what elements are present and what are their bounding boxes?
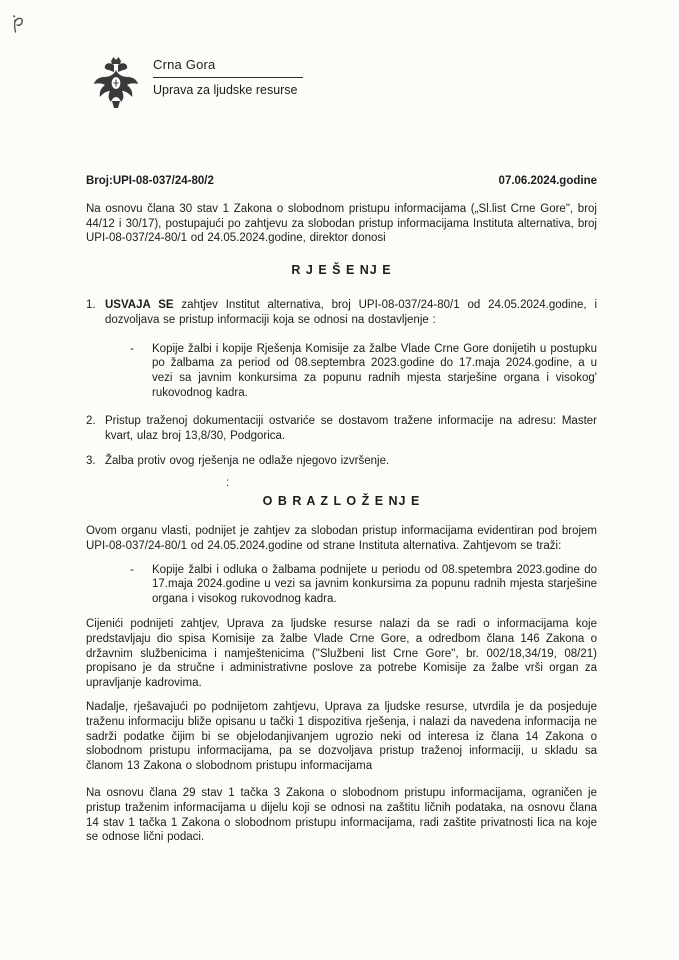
document-meta-row xyxy=(86,174,597,189)
org-name: Crna Gora xyxy=(153,57,216,72)
rationale-paragraph-4: Na osnovu člana 29 stav 1 tačka 3 Zakona o slobodnom pristupu informacijama, ograničen je pristup traženim informacijama u dijelu koji se odnosi na zaštitu ličnih podataka, na osnovu člana 14 stav 1 tačka 1 Zakona o slobodnom pristupu informacijama, radi zaštite privatnosti lica na koje se odnose lični podaci. xyxy=(86,786,597,844)
decision-item-3-text: Žalba protiv ovog rješenja ne odlaže njegovo izvršenje. xyxy=(105,455,390,468)
document-content xyxy=(86,0,597,845)
document-date: 07.06.2024.godine xyxy=(498,175,597,187)
decision-item-2-number: 2. xyxy=(86,414,96,427)
dash-marker: - xyxy=(130,563,134,576)
rationale-heading: O B R A Z L O Ž E NJ E xyxy=(262,494,421,509)
decision-item-1-bold: USVAJA SE xyxy=(105,298,174,311)
decision-item-1-rest: zahtjev Institut alternativa, broj UPI-08-037/24-80/1 od 24.05.2024.godine, i dozvoljava se pristup informaciji koja se odnosi na dostavljenje : xyxy=(105,298,598,326)
rationale-paragraph-1: Ovom organu vlasti, podnijet je zahtjev za slobodan pristup informacijama evidentiran pod brojem UPI-08-037/24-80/1 od 24.05.2024.godine od strane Instituta alternativa. Zahtjevom se traži: xyxy=(86,524,597,552)
letterhead-divider xyxy=(153,77,303,78)
decision-item-1-number: 1. xyxy=(86,298,96,311)
handwriting-mark xyxy=(11,13,31,37)
coat-of-arms-icon xyxy=(92,56,140,110)
rationale-paragraph-3: Nadalje, rješavajući po podnijetom zahtjevu, Uprava za ljudske resurse, utvrdila je da posjeduje traženu informaciju bliže opisanu u tački 1 dispozitiva rješenja, i nalazi da navedena informacija ne sadrži podatke čijim bi se objelodanjivanjem ugrozio neki od interesa iz člana 14 Zakona o slobodnom pristupu informacijama, pa se dozvoljava pristup traženoj informaciji, u skladu sa članom 13 Zakona o slobodnom pristupu informacijama xyxy=(86,700,597,773)
decision-item-3 xyxy=(86,454,597,469)
decision-item-1-sub-text: Kopije žalbi i kopije Rješenja Komisije za žalbe Vlade Crne Gore donijetih u postupku po žalbama za period od 08.septembra 2023.godine do 17.maja 2024.godine, a u vezi sa javnim konkursima za popunu radnih mjesta starješine organa i visokog' rukovodnog kadra. xyxy=(152,342,597,399)
decision-item-3-number: 3. xyxy=(86,455,96,468)
decision-heading: R J E Š E NJ E xyxy=(291,263,392,278)
decision-item-2 xyxy=(86,414,597,444)
rationale-paragraph-2: Cijenići podnijeti zahtjev, Uprava za ljudske resurse nalazi da se radi o informacijama koje predstavljaju dio spisa Komisije za žalbe Vlade Crne Gore, a odredbom člana 146 Zakona o državnim službenicima i namještenicima ("Službeni list Crne Gore", br. 002/18,34/19, 08/21) propisano je da stručne i administrativne poslove za potrebe Komisije za žalbe vrši organ za upravljanje kadrovima. xyxy=(86,617,597,690)
intro-paragraph: Na osnovu člana 30 stav 1 Zakona o slobodnom pristupu informacijama („Sl.list Crne Gore", broj 44/12 i 30/17), postupajući po zahtjevu za slobodan pristup informacijama Instituta alternativa, broj UPI-08-037/24-80/1 od 24.05.2024.godine, direktor donosi xyxy=(86,202,597,245)
scan-artifact-colon: : xyxy=(226,477,230,490)
dash-marker: - xyxy=(130,342,134,355)
decision-item-1-text xyxy=(105,298,597,328)
org-block xyxy=(153,56,303,98)
rationale-sub-item xyxy=(86,563,597,607)
document-number: Broj:UPI-08-037/24-80/2 xyxy=(86,175,214,187)
decision-item-2-text: Pristup traženoj dokumentaciji ostvariće se dostavom tražene informacije na adresu: Master kvart, ulaz broj 13,8/30, Podgorica. xyxy=(105,414,597,442)
letterhead xyxy=(92,56,597,110)
org-unit: Uprava za ljudske resurse xyxy=(153,82,298,97)
decision-item-1 xyxy=(86,298,597,328)
decision-item-1-sub xyxy=(86,342,597,401)
rationale-sub-item-text: Kopije žalbi i odluka o žalbama podnijete u periodu od 08.spetembra 2023.godine do 17.maja 2024.godine u vezi sa javnim konkursima za popunu radnih mjesta starješine organa i visokog rukovodnog kadra. xyxy=(152,563,597,606)
